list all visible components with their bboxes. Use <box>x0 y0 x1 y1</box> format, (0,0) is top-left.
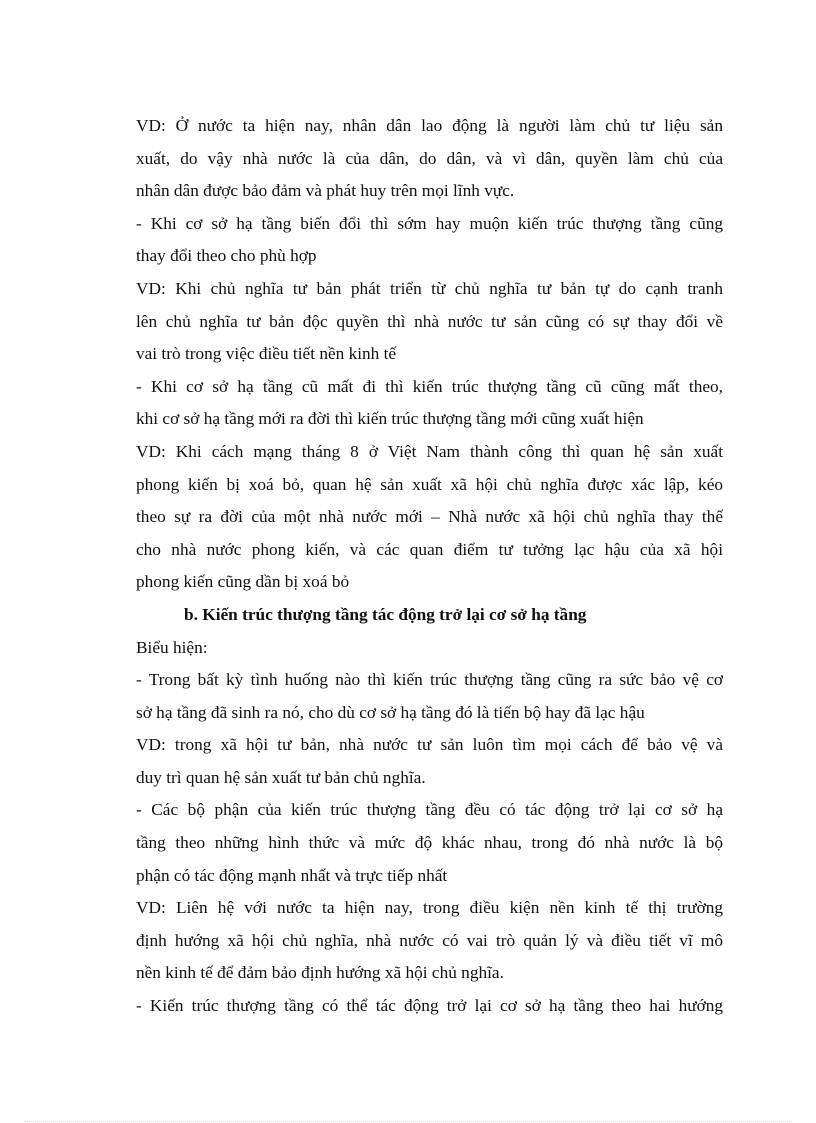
text-line: duy trì quan hệ sản xuất tư bản chủ nghĩa. <box>136 767 426 787</box>
text-line: VD: trong xã hội tư bản, nhà nước tư sản luôn tìm mọi cách để bảo vệ và <box>136 735 723 755</box>
text-line: khi cơ sở hạ tầng mới ra đời thì kiến trúc thượng tầng mới cũng xuất hiện <box>136 409 644 429</box>
text-line: lên chủ nghĩa tư bản độc quyền thì nhà nước tư sản cũng có sự thay đổi về <box>136 311 723 331</box>
text-line: sở hạ tầng đã sinh ra nó, cho dù cơ sở hạ tầng đó là tiến bộ hay đã lạc hậu <box>136 702 645 722</box>
text-line: nền kinh tế để đảm bảo định hướng xã hội chủ nghĩa. <box>136 963 504 983</box>
text-line: - Khi cơ sở hạ tầng cũ mất đi thì kiến trúc thượng tầng cũ cũng mất theo, <box>136 376 723 396</box>
text-line: cho nhà nước phong kiến, và các quan điểm tư tưởng lạc hậu của xã hội <box>136 539 723 559</box>
text-line: - Các bộ phận của kiến trúc thượng tầng đều có tác động trở lại cơ sở hạ <box>136 800 723 820</box>
text-line: vai trò trong việc điều tiết nền kinh tế <box>136 344 397 364</box>
text-line: - Khi cơ sở hạ tầng biến đổi thì sớm hay muộn kiến trúc thượng tầng cũng <box>136 213 723 233</box>
document-page <box>136 110 723 1023</box>
section-heading: b. Kiến trúc thượng tầng tác động trở lại cơ sở hạ tầng <box>184 604 587 624</box>
text-line: VD: Khi cách mạng tháng 8 ở Việt Nam thành công thì quan hệ sản xuất <box>136 441 723 461</box>
text-line: phận có tác động mạnh nhất và trực tiếp nhất <box>136 865 448 885</box>
text-line: phong kiến bị xoá bỏ, quan hệ sản xuất xã hội chủ nghĩa được xác lập, kéo <box>136 474 723 494</box>
text-line: VD: Ở nước ta hiện nay, nhân dân lao động là người làm chủ tư liệu sản <box>136 116 723 135</box>
text-line: xuất, do vậy nhà nước là của dân, do dân, và vì dân, quyền làm chủ của <box>136 148 723 168</box>
text-line: - Kiến trúc thượng tầng có thể tác động trở lại cơ sở hạ tầng theo hai hướng <box>136 996 723 1016</box>
text-line: định hướng xã hội chủ nghĩa, nhà nước có vai trò quản lý và điều tiết vĩ mô <box>136 930 723 950</box>
text-line: VD: Khi chủ nghĩa tư bản phát triển từ chủ nghĩa tư bản tự do cạnh tranh <box>136 278 723 298</box>
page-bottom-divider <box>24 1121 792 1122</box>
text-line: Biểu hiện: <box>136 637 208 657</box>
text-line: nhân dân được bảo đảm và phát huy trên mọi lĩnh vực. <box>136 181 515 201</box>
text-line: theo sự ra đời của một nhà nước mới – Nhà nước xã hội chủ nghĩa thay thế <box>136 507 723 527</box>
text-line: tầng theo những hình thức và mức độ khác nhau, trong đó nhà nước là bộ <box>136 833 723 853</box>
text-line: thay đổi theo cho phù hợp <box>136 246 317 266</box>
text-line: VD: Liên hệ với nước ta hiện nay, trong điều kiện nền kinh tế thị trường <box>136 898 723 918</box>
text-line: - Trong bất kỳ tình huống nào thì kiến trúc thượng tầng cũng ra sức bảo vệ cơ <box>136 670 723 690</box>
text-line: phong kiến cũng dần bị xoá bỏ <box>136 572 350 592</box>
